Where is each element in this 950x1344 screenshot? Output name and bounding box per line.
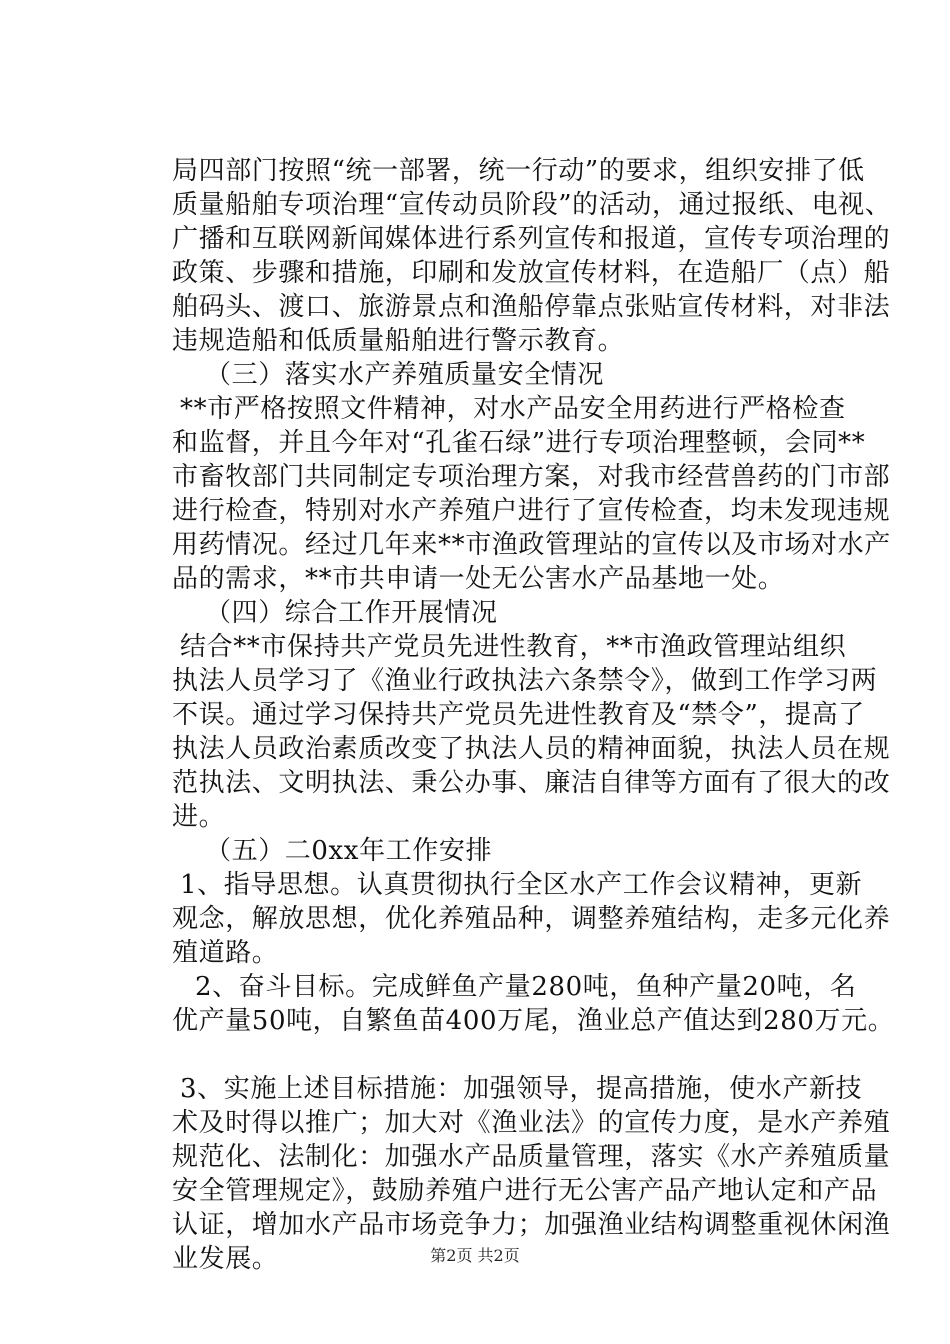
- text-line: **市严格按照文件精神，对水产品安全用药进行严格检查: [180, 394, 846, 424]
- text-line: 进行检查，特别对水产养殖户进行了宣传检查，均未发现违规: [172, 496, 891, 526]
- text-line: 用药情况。经过几年来**市渔政管理站的宣传以及市场对水产: [172, 530, 891, 560]
- text-line: 舶码头、渡口、旅游景点和渔船停靠点张贴宣传材料，对非法: [172, 292, 891, 322]
- text-line: 局四部门按照“统一部署，统一行动”的要求，组织安排了低: [172, 156, 865, 186]
- text-line: 品的需求，**市共申请一处无公害水产品基地一处。: [172, 564, 785, 594]
- text-line: 质量船舶专项治理“宣传动员阶段”的活动，通过报纸、电视、: [172, 190, 892, 220]
- text-line: 不误。通过学习保持共产党员先进性教育及“禁令”，提高了: [172, 700, 865, 730]
- text-line: 政策、步骤和措施，印刷和发放宣传材料，在造船厂（点）船: [172, 258, 891, 288]
- text-line: 1、指导思想。认真贯彻执行全区水产工作会议精神，更新: [180, 870, 863, 900]
- text-line: 规范化、法制化：加强水产品质量管理，落实《水产养殖质量: [172, 1142, 891, 1172]
- text-line: 进。: [172, 802, 226, 832]
- text-line: 殖道路。: [172, 938, 279, 968]
- text-line: 业发展。: [172, 1244, 279, 1274]
- text-line: 结合**市保持共产党员先进性教育，**市渔政管理站组织: [180, 632, 847, 662]
- text-line: 优产量50吨，自繁鱼苗400万尾，渔业总产值达到280万元。: [172, 1006, 895, 1036]
- text-line: 认证，增加水产品市场竞争力；加强渔业结构调整重视休闲渔: [172, 1210, 891, 1240]
- text-line: 市畜牧部门共同制定专项治理方案，对我市经营兽药的门市部: [172, 462, 891, 492]
- text-line: 范执法、文明执法、秉公办事、廉洁自律等方面有了很大的改: [172, 768, 891, 798]
- page-footer: 第2页 共2页: [430, 1246, 520, 1265]
- text-line: 执法人员政治素质改变了执法人员的精神面貌，执法人员在规: [172, 734, 891, 764]
- text-line: 执法人员学习了《渔业行政执法六条禁令》，做到工作学习两: [172, 666, 878, 696]
- text-line: （三）落实水产养殖质量安全情况: [205, 360, 605, 390]
- text-line: 观念，解放思想，优化养殖品种，调整养殖结构，走多元化养: [172, 904, 891, 934]
- text-line: 2、奋斗目标。完成鲜鱼产量280吨，鱼种产量20吨，名: [195, 972, 857, 1002]
- text-line: 安全管理规定》，鼓励养殖户进行无公害产品产地认定和产品: [172, 1176, 878, 1206]
- text-line: 广播和互联网新闻媒体进行系列宣传和报道，宣传专项治理的: [172, 224, 891, 254]
- text-line: （四）综合工作开展情况: [205, 598, 498, 628]
- text-line: 术及时得以推广；加大对《渔业法》的宣传力度，是水产养殖: [172, 1108, 891, 1138]
- text-line: 3、实施上述目标措施：加强领导，提高措施，使水产新技: [180, 1074, 863, 1104]
- text-line: 和监督，并且今年对“孔雀石绿”进行专项治理整顿，会同**: [172, 428, 866, 458]
- text-line: （五）二0xx年工作安排: [205, 836, 493, 866]
- text-line: 违规造船和低质量船舶进行警示教育。: [172, 326, 625, 356]
